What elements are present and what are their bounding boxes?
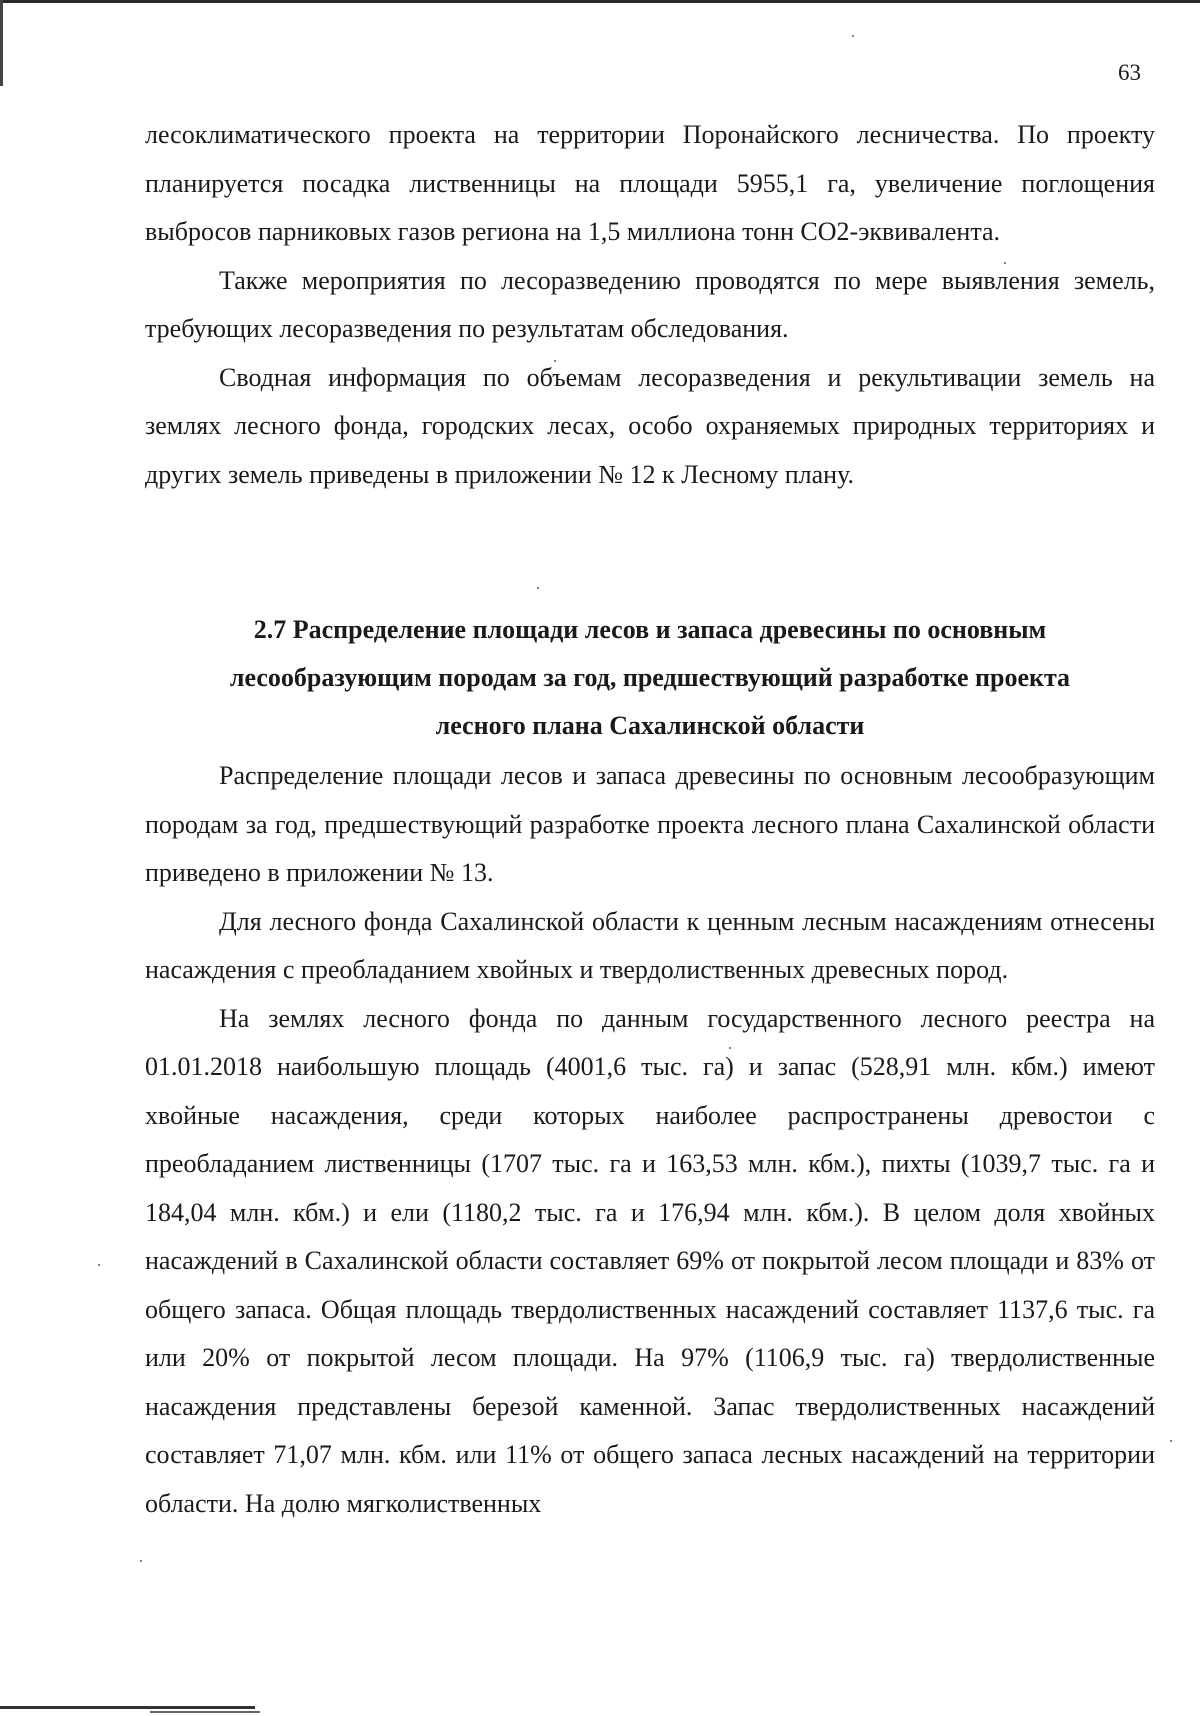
scan-top-edge [0, 0, 1200, 3]
section-heading-line: 2.7 Распределение площади лесов и запаса древесины по основным [253, 615, 1047, 644]
section-heading [145, 606, 1155, 750]
scan-speck [537, 587, 539, 589]
scan-speck [852, 35, 854, 37]
paragraph: Также мероприятия по лесоразведению проводятся по мере выявления земель, требующих лесоразведения по результатам обследования. [145, 265, 1155, 343]
paragraph: лесоклиматического проекта на территории Поронайского лесничества. По проекту планируется посадка лиственницы на площади 5955,1 га, увеличение поглощения выбросов парниковых газов региона на 1,5 миллиона тонн CO2-эквивалента. [145, 120, 1155, 246]
scan-speck [98, 1264, 100, 1266]
scan-speck [1170, 1440, 1172, 1442]
scan-left-edge [0, 0, 3, 86]
paragraph: Сводная информация по объемам лесоразведения и рекультивации земель на землях лесного фонда, городских лесах, особо охраняемых природных территориях и других земель приведены в приложении № 12 к Лесному плану. [145, 362, 1155, 489]
section-heading-line: лесообразующим породам за год, предшествующий разработке проекта [229, 663, 1071, 692]
paragraph: Для лесного фонда Сахалинской области к ценным лесным насаждениям отнесены насаждения с преобладанием хвойных и твердолиственных древесных пород. [145, 906, 1155, 984]
paragraph: На землях лесного фонда по данным государственного лесного реестра на 01.01.2018 наибольшую площадь (4001,6 тыс. га) и запас (528,91 млн. кбм.) имеют хвойные насаждения, среди которых наиболее распространены древостои с преобладанием лиственницы (1707 тыс. га и 163,53 млн. кбм.), пихты (1039,7 тыс. га и 184,04 млн. кбм.) и ели (1180,2 тыс. га и 176,94 млн. кбм.). В целом доля хвойных насаждений в Сахалинской области составляет 69% от покрытой лесом площади и 83% от общего запаса. Общая площадь твердолиственных насаждений составляет 1137,6 тыс. га или 20% от покрытой лесом площади. На 97% (1106,9 тыс. га) твердолиственные насаждения представлены березой каменной. Запас твердолиственных насаждений составляет 71,07 млн. кбм. или 11% от общего запаса лесных насаждений на территории области. На долю мягколиственных [145, 1003, 1155, 1518]
paragraph: Распределение площади лесов и запаса древесины по основным лесообразующим породам за год, предшествующий разработке проекта лесного плана Сахалинской области приведено в приложении № 13. [145, 761, 1155, 887]
scan-speck [140, 1560, 142, 1562]
scan-bottom-line [150, 1711, 260, 1713]
body-text-top [145, 111, 1155, 499]
page-number: 63 [1118, 60, 1141, 85]
scan-bottom-line [0, 1706, 255, 1709]
body-text-bottom [145, 752, 1155, 1528]
section-heading-line: лесного плана Сахалинской области [435, 711, 865, 740]
